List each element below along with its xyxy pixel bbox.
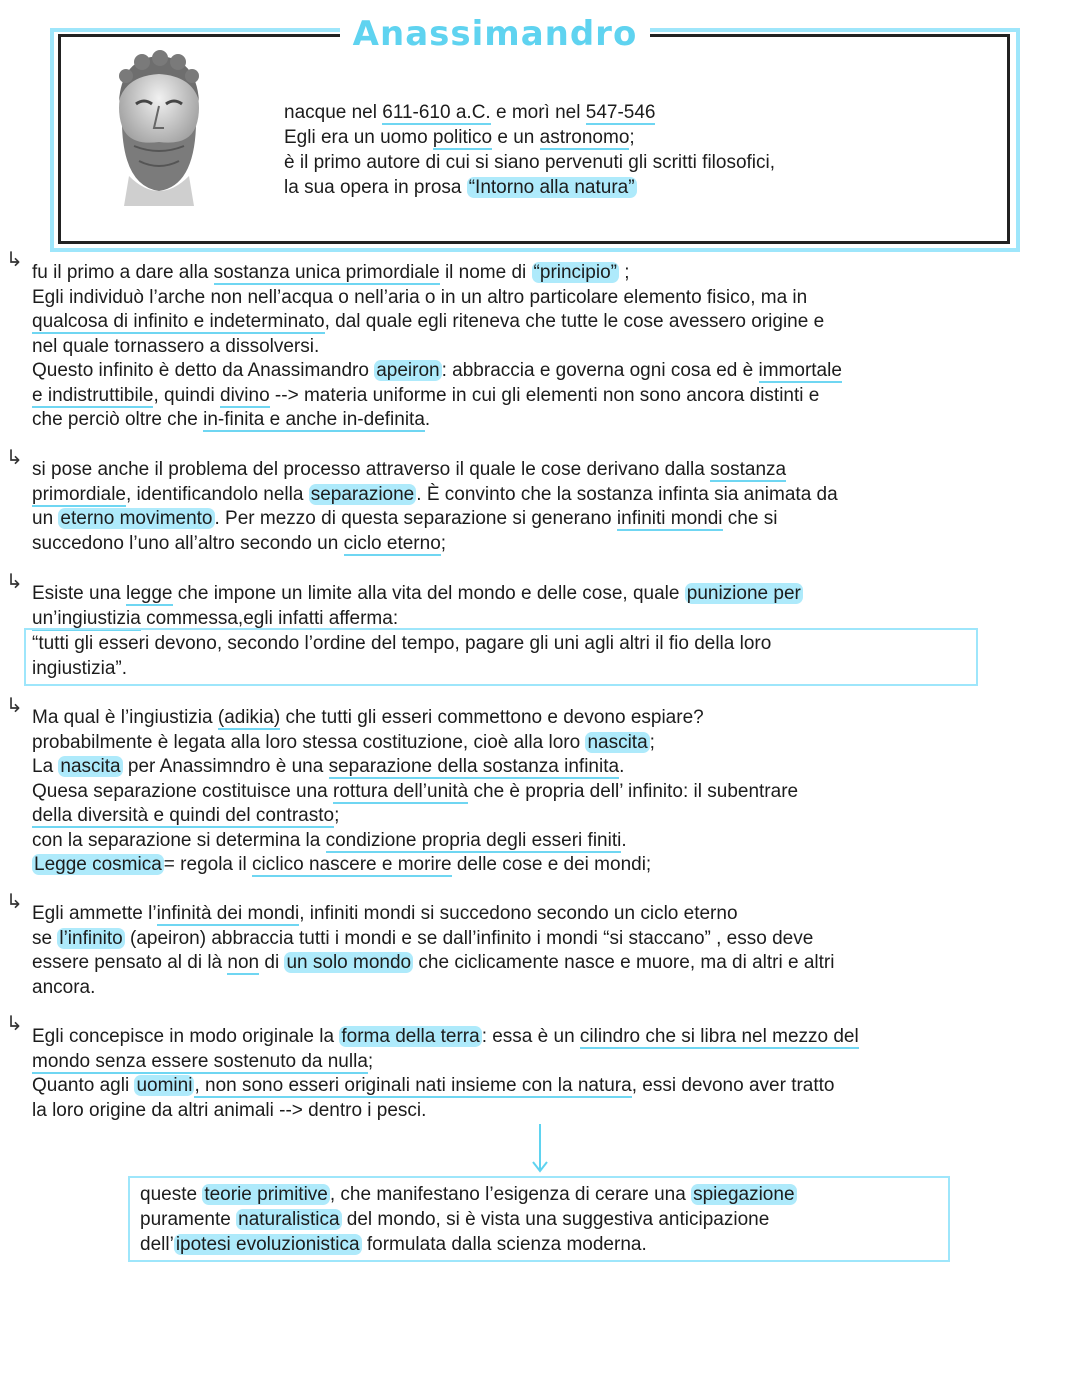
text: , identificandolo nella xyxy=(125,483,309,505)
text: queste xyxy=(140,1184,203,1205)
role-politico: politico xyxy=(432,127,493,148)
bio-text: nacque nel xyxy=(284,102,383,123)
text: , quindi xyxy=(153,384,220,406)
text: Ma qual è l’ingiustizia xyxy=(32,707,218,728)
text: di xyxy=(259,952,285,973)
bio-block xyxy=(284,100,984,200)
bio-text: e un xyxy=(492,127,540,148)
text: La xyxy=(32,756,59,777)
text-highlight: ipotesi evoluzionistica xyxy=(175,1234,360,1255)
text: . È convinto che la sostanza infinta sia animata da xyxy=(416,483,838,505)
text: : abbraccia e governa ogni cosa ed è xyxy=(441,360,759,381)
text-highlight: l’infinito xyxy=(59,927,123,949)
text-line: nel quale tornassero a dissolversi. xyxy=(32,335,320,357)
text-highlight: e indistruttibile xyxy=(32,384,154,406)
text: con la separazione si determina la xyxy=(32,829,326,851)
text: Quesa separazione costituisce una xyxy=(32,780,334,802)
conclusion-text xyxy=(140,1182,797,1257)
text: se xyxy=(32,927,58,949)
curved-arrow-icon: ↳ xyxy=(6,891,23,913)
text: per Anassimndro è una xyxy=(122,756,329,777)
text: --> materia uniforme in cui gli elementi non sono ancora distinti e xyxy=(269,384,820,406)
text: Egli ammette l’ xyxy=(32,903,157,924)
text-highlight: ciclico nascere e morire xyxy=(252,854,452,875)
text: che tutti gli esseri commettono e devono espiare? xyxy=(280,707,704,728)
paragraph-separazione xyxy=(32,458,838,556)
text: , infiniti mondi si succedono secondo un ciclo eterno xyxy=(299,903,738,924)
bio-text: Egli era un uomo xyxy=(284,127,433,148)
bio-text: la sua opera in prosa xyxy=(284,177,467,198)
text-highlight: cilindro che si libra nel mezzo del xyxy=(579,1026,859,1047)
text: . xyxy=(619,756,625,777)
text-highlight: legge xyxy=(126,583,173,604)
bio-line-3: è il primo autore di cui si siano pervenuti gli scritti filosofici, xyxy=(284,152,776,173)
text-highlight: un solo mondo xyxy=(286,952,412,973)
text-highlight: sostanza xyxy=(710,459,787,480)
bio-text: ; xyxy=(629,127,635,148)
text: si pose anche il problema del processo attraverso il quale le cose derivano dalla xyxy=(32,459,711,480)
text-highlight: (adikia) xyxy=(217,707,281,728)
work-title: “Intorno alla natura” xyxy=(468,177,635,198)
text-highlight: primordiale xyxy=(32,483,126,505)
text: puramente xyxy=(140,1209,237,1230)
text: ; xyxy=(618,262,630,283)
text-highlight: infiniti mondi xyxy=(616,508,723,529)
text-highlight: uomini xyxy=(136,1075,193,1096)
text-highlight: in-finita e anche in-definita xyxy=(203,409,425,430)
text-highlight: naturalistica xyxy=(238,1209,340,1230)
paragraph-principio xyxy=(32,261,842,433)
text: ; xyxy=(367,1050,374,1072)
text-highlight: punizione per xyxy=(686,583,801,604)
curved-arrow-icon: ↳ xyxy=(6,249,23,271)
curved-arrow-icon: ↳ xyxy=(6,695,23,717)
text: Esiste una xyxy=(32,583,126,604)
bio-line-2 xyxy=(284,125,984,150)
text-highlight: qualcosa di infinito e indeterminato xyxy=(32,311,325,332)
page-title: Anassimandro xyxy=(340,14,650,54)
bio-line-1 xyxy=(284,100,984,125)
text: che perciò oltre che xyxy=(32,409,204,430)
bio-line-4 xyxy=(284,175,984,200)
text-highlight: nascita xyxy=(587,731,648,753)
text: ; xyxy=(334,805,340,826)
death-date: 547-546 xyxy=(585,102,656,123)
text: Egli concepisce in modo originale la xyxy=(32,1026,340,1047)
down-arrow-icon xyxy=(530,1122,550,1174)
text-highlight: spiegazione xyxy=(693,1184,795,1205)
text-highlight: condizione propria degli esseri finiti xyxy=(325,829,622,851)
text: un xyxy=(32,508,59,529)
text-highlight: ciclo eterno xyxy=(343,532,441,554)
curved-arrow-icon: ↳ xyxy=(6,571,23,593)
text: che impone un limite alla vita del mondo e delle cose, quale xyxy=(172,583,685,604)
text-highlight: mondo senza essere sostenuto da nulla xyxy=(32,1050,368,1072)
text-line: ancora. xyxy=(32,976,96,998)
text-line: la loro origine da altri animali --> dentro i pesci. xyxy=(32,1099,427,1121)
paragraph-adikia xyxy=(32,706,798,878)
text: . xyxy=(621,829,627,851)
role-astronomo: astronomo xyxy=(539,127,630,148)
text: Questo infinito è detto da Anassimandro xyxy=(32,360,375,381)
text-highlight: immortale xyxy=(758,360,842,381)
text-highlight: infinità dei mondi xyxy=(156,903,300,924)
text: (apeiron) abbraccia tutti i mondi e se dall’infinito i mondi “si staccano” , esso deve xyxy=(124,927,814,949)
text: delle cose e dei mondi; xyxy=(451,854,652,875)
text: . xyxy=(424,409,431,430)
curved-arrow-icon: ↳ xyxy=(6,1013,23,1035)
curved-arrow-icon: ↳ xyxy=(6,447,23,469)
quote-text xyxy=(32,632,771,681)
text-highlight: eterno movimento xyxy=(60,508,213,529)
text-highlight: separazione xyxy=(310,483,415,505)
text: che ciclicamente nasce e muore, ma di altri e altri xyxy=(413,952,835,973)
bio-text: e morì nel xyxy=(490,102,586,123)
paragraph-legge xyxy=(32,582,803,631)
text: che è propria dell’ infinito: il subentrare xyxy=(468,780,799,802)
text-highlight: divino xyxy=(220,384,270,406)
text-highlight: apeiron xyxy=(376,360,440,381)
text: probabilmente è legata alla loro stessa costituzione, cioè alla loro xyxy=(32,731,586,753)
text: , che manifestano l’esigenza di cerare una xyxy=(329,1184,692,1205)
text-highlight: rottura dell’unità xyxy=(333,780,469,802)
text-line: Egli individuò l’arche non nell’acqua o nell’aria o in un altro particolare elemento fisico, ma in xyxy=(32,286,808,308)
text-highlight: un’ingiustizia xyxy=(32,607,141,629)
philosopher-portrait xyxy=(94,46,224,206)
paragraph-terra xyxy=(32,1025,859,1123)
text: dell’ xyxy=(140,1234,174,1255)
text-highlight: nascita xyxy=(60,756,121,777)
text-highlight: teorie primitive xyxy=(204,1184,328,1205)
text-highlight: non xyxy=(227,952,260,973)
text: del mondo, si è vista una suggestiva anticipazione xyxy=(341,1209,770,1230)
text-highlight: separazione della sostanza infinita xyxy=(328,756,620,777)
text: , dal quale egli riteneva che tutte le cose avessero origine e xyxy=(324,311,825,332)
text: = regola il xyxy=(163,854,252,875)
text-highlight: Legge cosmica xyxy=(34,854,162,875)
text: , essi devono aver tratto xyxy=(631,1075,835,1096)
text-highlight: della diversità e quindi del contrasto xyxy=(32,805,335,826)
text: ; xyxy=(440,532,447,554)
text: il nome di xyxy=(439,262,532,283)
text: commessa,egli infatti afferma: xyxy=(140,607,399,629)
text: . Per mezzo di questa separazione si generano xyxy=(214,508,617,529)
text-highlight: forma della terra xyxy=(341,1026,480,1047)
text: che si xyxy=(722,508,778,529)
text: ; xyxy=(649,731,655,753)
text-highlight: “principio” xyxy=(533,262,617,283)
quote-line: ingiustizia”. xyxy=(32,657,128,679)
paragraph-mondi xyxy=(32,902,834,1000)
text: formulata dalla scienza moderna. xyxy=(361,1234,647,1255)
quote-line: “tutti gli esseri devono, secondo l’ordine del tempo, pagare gli uni agli altri il fio della loro xyxy=(32,633,772,654)
birth-date: 611-610 a.C. xyxy=(382,102,491,123)
text-highlight: , non sono esseri originali nati insieme con la natura xyxy=(194,1075,632,1096)
text: succedono l’uno all’altro secondo un xyxy=(32,532,344,554)
text: essere pensato al di là xyxy=(32,952,228,973)
text-highlight: sostanza unica primordiale xyxy=(213,262,440,283)
text: fu il primo a dare alla xyxy=(32,262,214,283)
text: Quanto agli xyxy=(32,1075,135,1096)
text: : essa è un xyxy=(481,1026,580,1047)
